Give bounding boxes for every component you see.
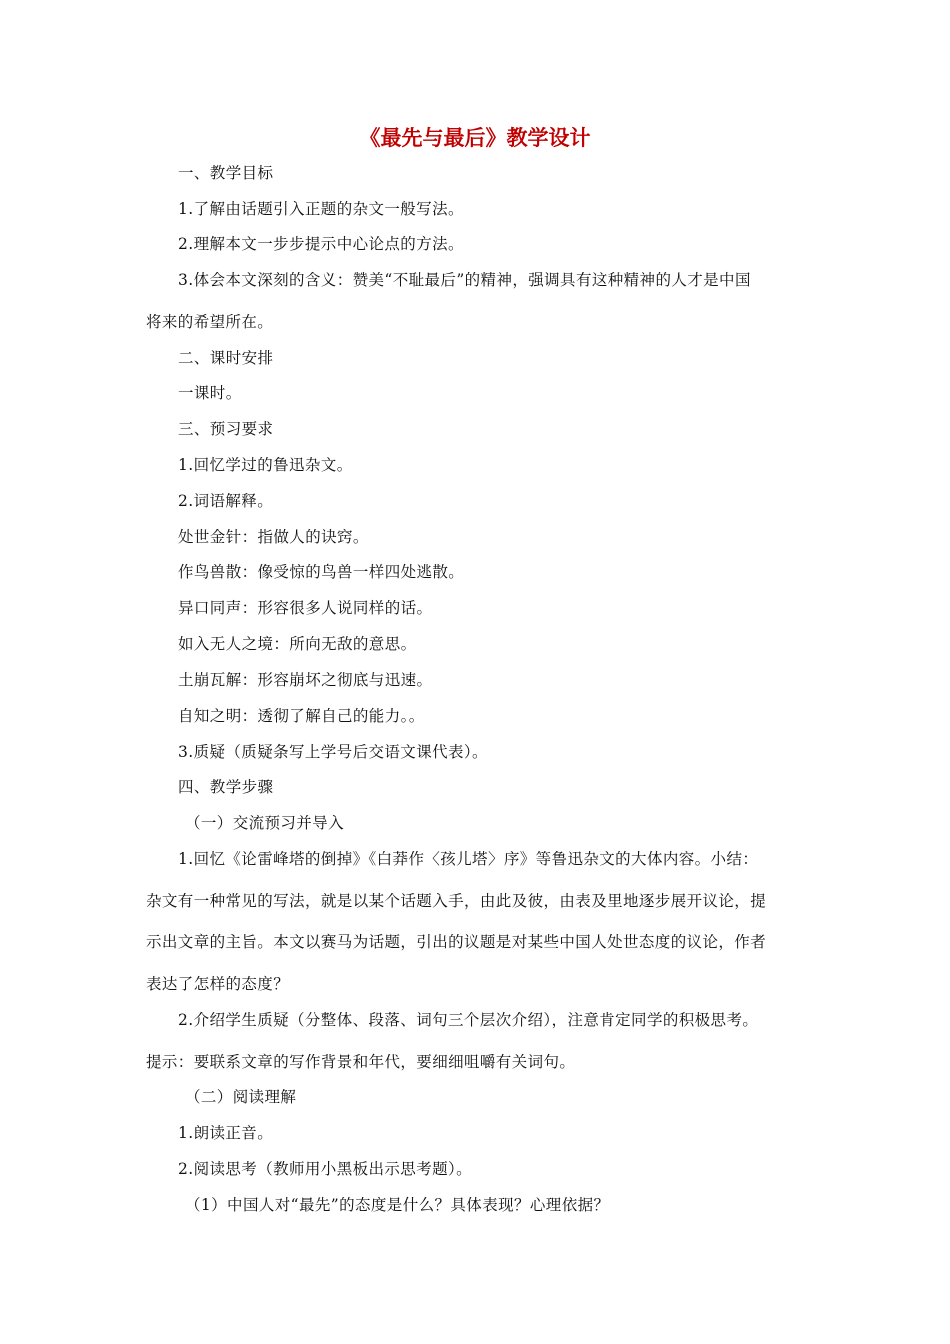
section-heading-schedule: 二、课时安排 xyxy=(178,349,274,367)
document-title: 《最先与最后》教学设计 xyxy=(359,126,591,150)
paragraph-line: 3.质疑（质疑条写上学号后交语文课代表）。 xyxy=(178,743,488,761)
subsection-heading: （一）交流预习并导入 xyxy=(185,814,345,832)
vocab-line: 土崩瓦解：形容崩坏之彻底与迅速。 xyxy=(178,671,433,689)
paragraph-line: 1.朗读正音。 xyxy=(178,1124,274,1142)
paragraph-line: 示出文章的主旨。本文以赛马为话题，引出的议题是对某些中国人处世态度的议论，作者 xyxy=(146,933,767,951)
vocab-line: 如入无人之境：所向无敌的意思。 xyxy=(178,635,417,653)
paragraph-line: 3.体会本文深刻的含义：赞美“不耻最后”的精神，强调具有这种精神的人才是中国 xyxy=(178,271,751,289)
vocab-line: 作鸟兽散：像受惊的鸟兽一样四处逃散。 xyxy=(178,563,465,581)
paragraph-line: （1）中国人对“最先”的态度是什么？具体表现？心理依据？ xyxy=(185,1196,610,1214)
paragraph-line: 2.理解本文一步步提示中心论点的方法。 xyxy=(178,235,464,253)
paragraph-line: 2.阅读思考（教师用小黑板出示思考题）。 xyxy=(178,1160,473,1178)
vocab-line: 异口同声：形容很多人说同样的话。 xyxy=(178,599,433,617)
paragraph-line: 1.回忆学过的鲁迅杂文。 xyxy=(178,456,353,474)
subsection-heading: （二）阅读理解 xyxy=(185,1088,297,1106)
paragraph-line: 杂文有一种常见的写法，就是以某个话题入手，由此及彼，由表及里地逐步展开议论，提 xyxy=(146,892,767,910)
paragraph-line: 一课时。 xyxy=(178,384,242,402)
paragraph-line: 将来的希望所在。 xyxy=(146,313,274,331)
section-heading-preview: 三、预习要求 xyxy=(178,420,274,438)
section-heading-steps: 四、教学步骤 xyxy=(178,778,274,796)
paragraph-line: 1.回忆《论雷峰塔的倒掉》《白莽作〈孩儿塔〉序》等鲁迅杂文的大体内容。小结： xyxy=(178,850,759,868)
paragraph-line: 提示：要联系文章的写作背景和年代，要细细咀嚼有关词句。 xyxy=(146,1053,576,1071)
paragraph-line: 1.了解由话题引入正题的杂文一般写法。 xyxy=(178,200,464,218)
paragraph-line: 2.介绍学生质疑（分整体、段落、词句三个层次介绍），注意肯定同学的积极思考。 xyxy=(178,1011,759,1029)
paragraph-line: 表达了怎样的态度？ xyxy=(146,975,290,993)
paragraph-line: 2.词语解释。 xyxy=(178,492,274,510)
vocab-line: 自知之明：透彻了解自己的能力。。 xyxy=(178,707,425,725)
section-heading-objectives: 一、教学目标 xyxy=(178,164,274,182)
vocab-line: 处世金针：指做人的诀窍。 xyxy=(178,528,369,546)
